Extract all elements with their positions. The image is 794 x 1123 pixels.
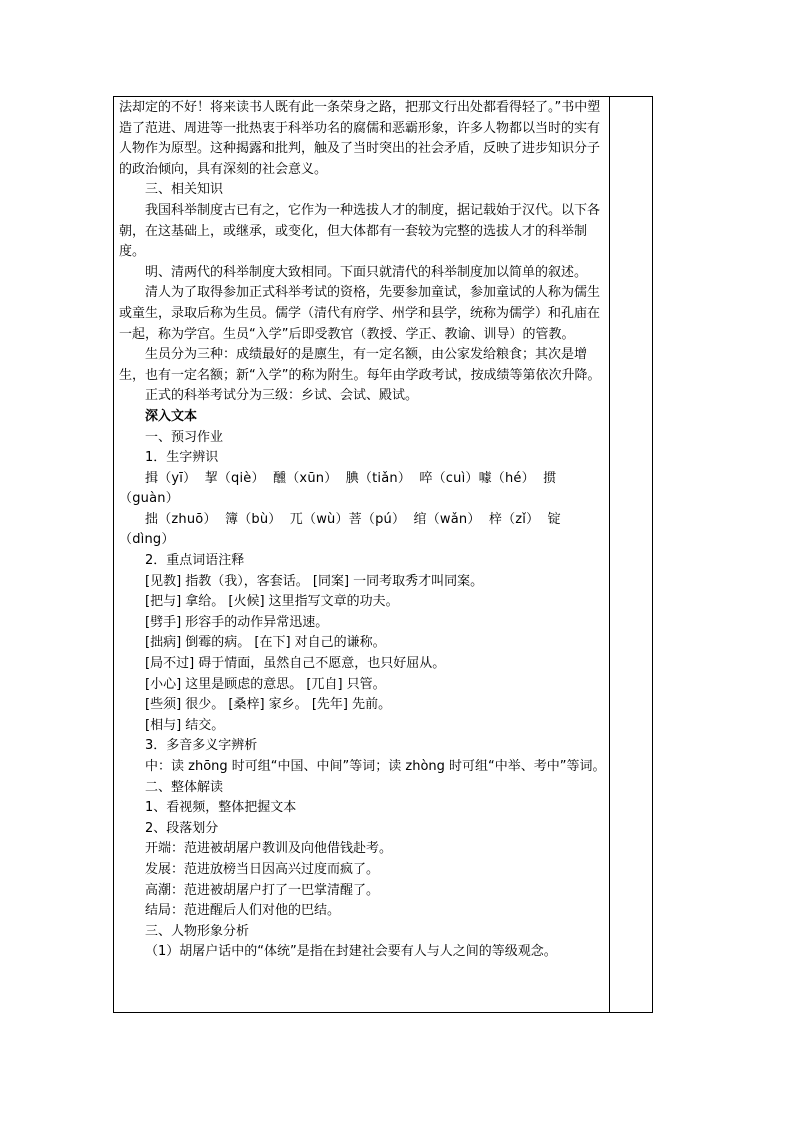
section-heading: 三、相关知识 bbox=[145, 182, 224, 198]
subsection-heading: 1．生字辨识 bbox=[145, 450, 219, 466]
list-item: 1、看视频，整体把握文本 bbox=[145, 800, 297, 816]
lesson-content bbox=[119, 98, 607, 963]
subsection-heading: 一、预习作业 bbox=[145, 429, 224, 445]
vocab-line: [小心] 这里是顾虑的意思。 [兀自] 只管。 bbox=[145, 676, 386, 692]
character-list: 拙（zhuō） 簿（bù） 兀（wù）菩（pú） 绾（wǎn） 梓（zǐ） 锭（dìng） bbox=[119, 511, 561, 548]
paragraph: 明、清两代的科举制度大致相同。下面只就清代的科举制度加以简单的叙述。 bbox=[145, 264, 588, 280]
subsection-heading: 三、人物形象分析 bbox=[145, 923, 250, 939]
list-item: 高潮：范进被胡屠户打了一巴掌清醒了。 bbox=[145, 882, 380, 898]
vocab-line: [拙病] 倒霉的病。 [在下] 对自己的谦称。 bbox=[145, 635, 386, 651]
paragraph: 我国科举制度古已有之，它作为一种选拔人才的制度，据记载始于汉代。以下各朝，在这基础上，或继承，或变化，但大体都有一套较为完整的选拔人才的科举制度。 bbox=[119, 202, 601, 260]
paragraph: 清人为了取得参加正式科举考试的资格，先要参加童试，参加童试的人称为儒生或童生，录取后称为生员。儒学（清代有府学、州学和县学，统称为儒学）和孔庙在一起，称为学宫。生员“入学”后即受教官（教授、学正、教谕、训导）的管教。 bbox=[119, 285, 601, 342]
vocab-line: [见教] 指教（我），客套话。 [同案] 一同考取秀才叫同案。 bbox=[145, 573, 484, 589]
notes-column-divider bbox=[609, 96, 610, 1013]
paragraph: 法却定的不好！将来读书人既有此一条荣身之路，把那文行出处都看得轻了。”书中塑造了范进、周进等一批热衷于科举功名的腐儒和恶霸形象，许多人物都以当时的实有人物作为原型。这种揭露和批判，触及了当时突出的社会矛盾，反映了进步知识分子的政治倾向，具有深刻的社会意义。 bbox=[119, 100, 601, 177]
list-item: 发展：范进放榜当日因高兴过度而疯了。 bbox=[145, 861, 380, 877]
vocab-line: [局不过] 碍于情面，虽然自己不愿意，也只好屈从。 bbox=[145, 656, 446, 672]
paragraph: 生员分为三种：成绩最好的是廪生，有一定名额，由公家发给粮食；其次是增生，也有一定名额；新“入学”的称为附生。每年由学政考试，按成绩等第依次升降。 bbox=[119, 347, 601, 383]
subsection-heading: 二、整体解读 bbox=[145, 779, 224, 795]
list-item: 结局：范进醒后人们对他的巴结。 bbox=[145, 903, 341, 919]
subsection-heading: 2．重点词语注释 bbox=[145, 553, 245, 569]
paragraph: 正式的科举考试分为三级：乡试、会试、殿试。 bbox=[145, 388, 419, 404]
vocab-line: [劈手] 形容手的动作异常迅速。 bbox=[145, 614, 329, 630]
list-item: 2、段落划分 bbox=[145, 820, 219, 836]
paragraph: 中：读 zhōng 时可组“中国、中间”等词；读 zhòng 时可组“中举、考中”等词。 bbox=[145, 759, 606, 774]
character-list: 揖（yī） 挈（qiè） 醺（xūn） 腆（tiǎn） 啐（cuì）噱（hé） 掼（guàn） bbox=[119, 470, 557, 507]
vocab-line: [些须] 很少。 [桑梓] 家乡。 [先年] 先前。 bbox=[145, 697, 392, 713]
vocab-line: [把与] 拿给。 [火候] 这里指写文章的功夫。 bbox=[145, 594, 399, 610]
subsection-heading: 3．多音多义字辨析 bbox=[145, 738, 258, 754]
vocab-line: [相与] 结交。 bbox=[145, 717, 225, 733]
list-item: 开端：范进被胡屠户教训及向他借钱赴考。 bbox=[145, 841, 393, 857]
section-heading: 深入文本 bbox=[145, 408, 198, 424]
paragraph: （1）胡屠户话中的“体统”是指在封建社会要有人与人之间的等级观念。 bbox=[145, 944, 557, 960]
